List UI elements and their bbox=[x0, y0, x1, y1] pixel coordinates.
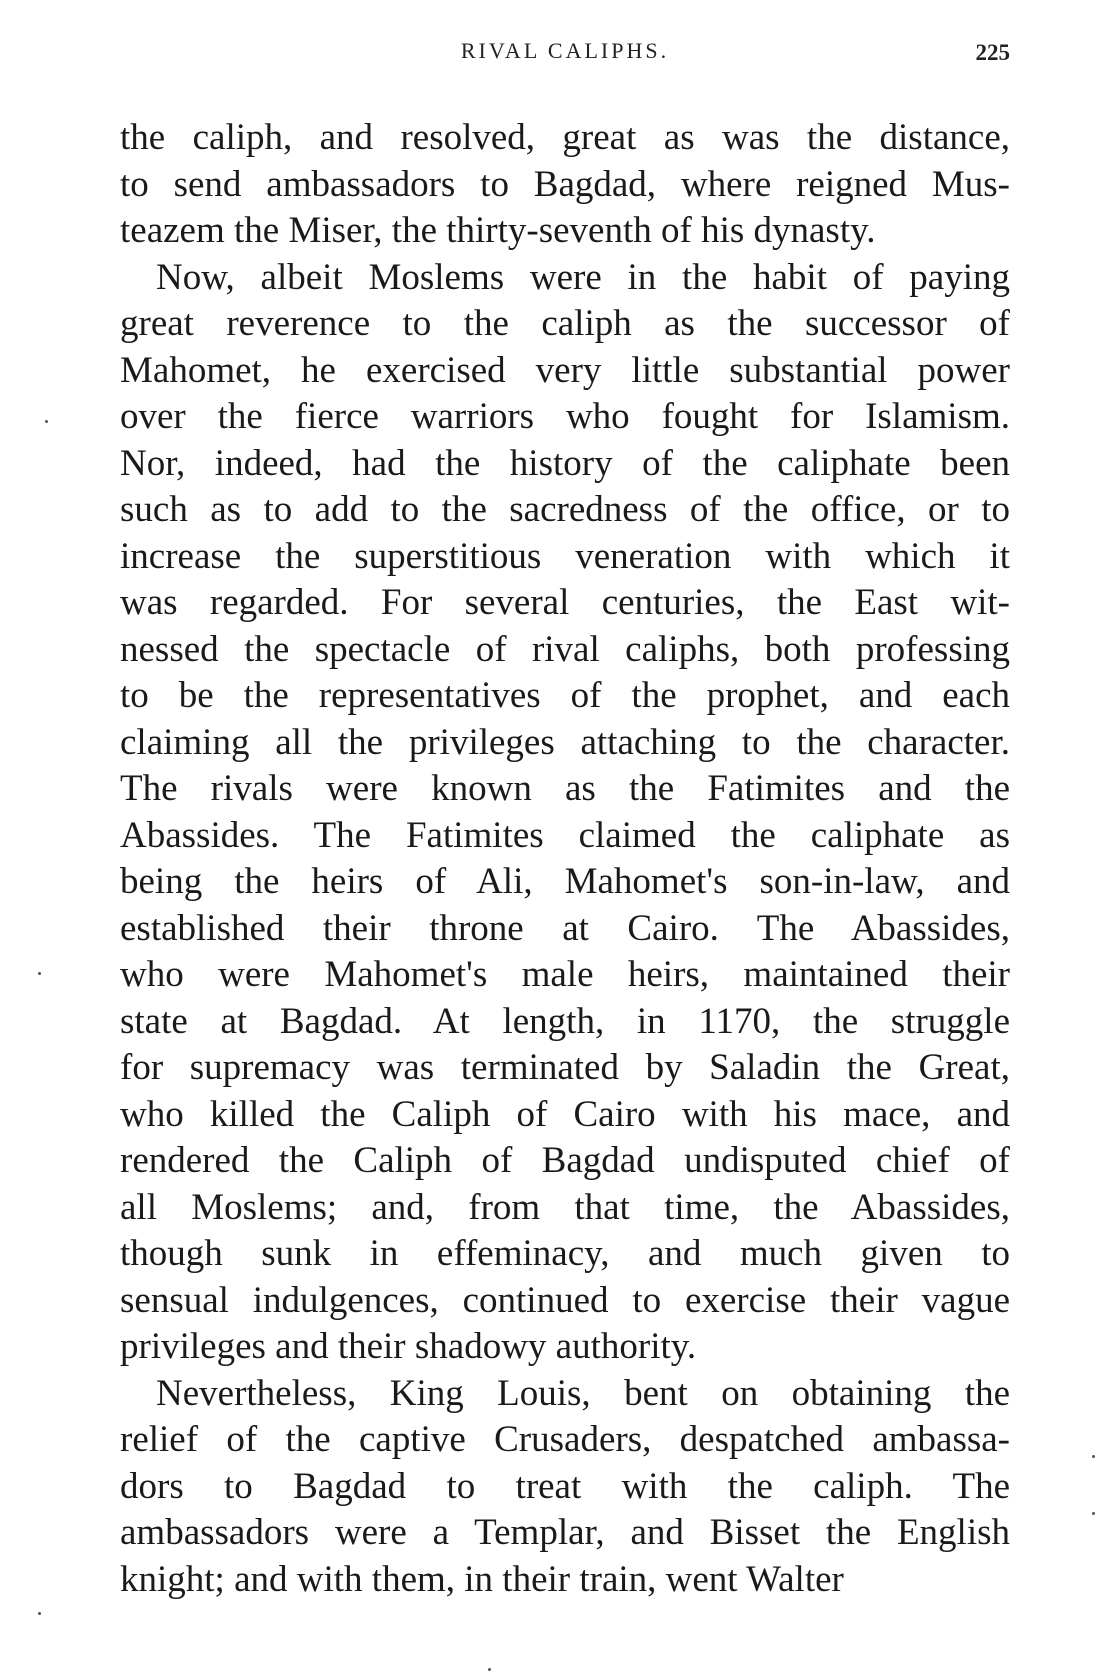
text-line: over the fierce warriors who fought for Islamism. bbox=[120, 396, 1010, 437]
scan-speck bbox=[38, 1612, 41, 1615]
text-line: sensual indulgences, continued to exercise their vague bbox=[120, 1279, 1010, 1321]
text-line: being the heirs of Ali, Mahomet's son-in-law, and bbox=[120, 861, 1010, 902]
scan-speck bbox=[1092, 1455, 1095, 1458]
scan-speck bbox=[38, 972, 41, 975]
text-line: nessed the spectacle of rival caliphs, both professing bbox=[120, 628, 1010, 670]
text-line: though sunk in effeminacy, and much given to bbox=[120, 1233, 1010, 1274]
text-line: state at Bagdad. At length, in 1170, the struggle bbox=[120, 1000, 1010, 1042]
text-line: Now, albeit Moslems were in the habit of paying bbox=[156, 256, 1010, 298]
text-line: to send ambassadors to Bagdad, where reigned Mus- bbox=[120, 163, 1010, 205]
text-line: all Moslems; and, from that time, the Abassides, bbox=[120, 1186, 1010, 1228]
scan-speck bbox=[488, 1668, 491, 1671]
text-line: great reverence to the caliph as the successor of bbox=[120, 303, 1010, 344]
text-line: ambassadors were a Templar, and Bisset the English bbox=[120, 1512, 1010, 1553]
running-title: RIVAL CALIPHS. bbox=[460, 38, 670, 63]
text-line: was regarded. For several centuries, the East wit- bbox=[120, 582, 1010, 623]
text-line: Mahomet, he exercised very little substantial power bbox=[120, 349, 1010, 391]
text-line: who were Mahomet's male heirs, maintained their bbox=[120, 954, 1010, 995]
text-line: the caliph, and resolved, great as was the distance, bbox=[120, 117, 1010, 158]
text-line: knight; and with them, in their train, went Walter bbox=[120, 1558, 844, 1600]
text-line: relief of the captive Crusaders, despatched ambassa- bbox=[120, 1419, 1010, 1460]
running-head bbox=[120, 38, 1010, 68]
text-line: for supremacy was terminated by Saladin the Great, bbox=[120, 1047, 1010, 1088]
text-line: to be the representatives of the prophet, and each bbox=[120, 675, 1010, 716]
body-text bbox=[120, 115, 1010, 1603]
text-line: Abassides. The Fatimites claimed the caliphate as bbox=[120, 814, 1010, 856]
page-number: 225 bbox=[975, 40, 1010, 65]
scan-speck bbox=[1092, 1512, 1095, 1515]
text-line: The rivals were known as the Fatimites and the bbox=[120, 768, 1010, 809]
text-line: such as to add to the sacredness of the office, or to bbox=[120, 489, 1010, 530]
text-line: privileges and their shadowy authority. bbox=[120, 1326, 697, 1367]
text-line: teazem the Miser, the thirty-seventh of his dynasty. bbox=[120, 210, 876, 251]
text-line: rendered the Caliph of Bagdad undisputed chief of bbox=[120, 1140, 1010, 1181]
text-line: Nevertheless, King Louis, bent on obtaining the bbox=[156, 1372, 1010, 1414]
text-line: increase the superstitious veneration with which it bbox=[120, 535, 1010, 577]
text-line: dors to Bagdad to treat with the caliph. The bbox=[120, 1465, 1010, 1507]
text-line: who killed the Caliph of Cairo with his mace, and bbox=[120, 1093, 1010, 1135]
text-line: claiming all the privileges attaching to the character. bbox=[120, 721, 1010, 763]
scan-speck bbox=[45, 420, 48, 423]
text-line: Nor, indeed, had the history of the caliphate been bbox=[120, 442, 1010, 484]
text-line: established their throne at Cairo. The Abassides, bbox=[120, 907, 1010, 949]
